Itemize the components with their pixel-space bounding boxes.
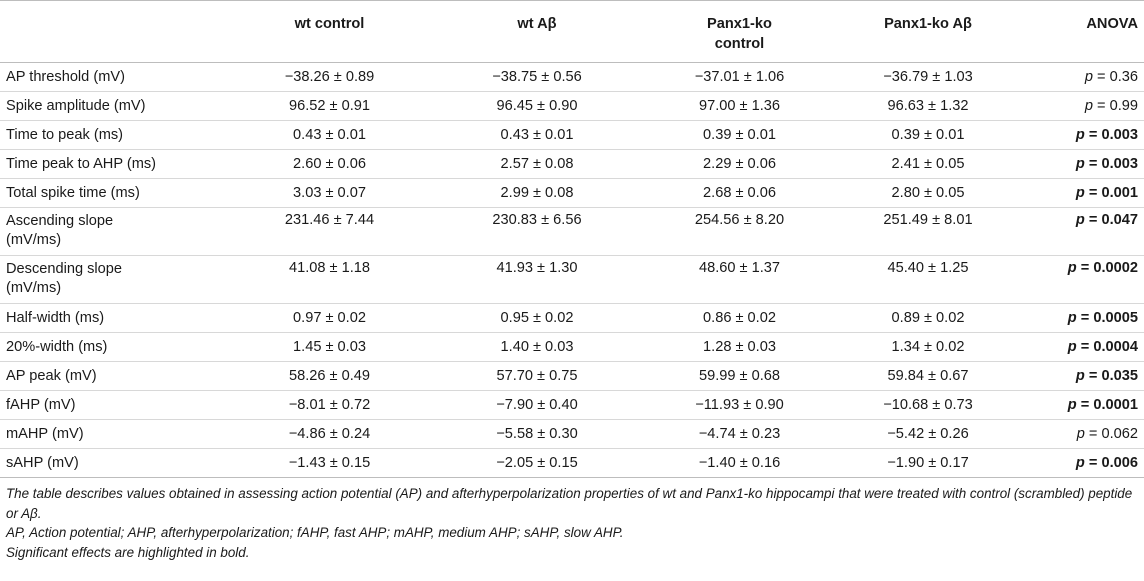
anova-p-cell [1014,304,1144,333]
p-symbol: p [1075,368,1089,384]
row-label: sAHP (mV) [0,449,222,478]
value-cell-2: 57.70 ± 0.75 [437,362,637,391]
value-cell-1: 0.43 ± 0.01 [222,121,437,150]
anova-p-cell [1014,150,1144,179]
anova-p-cell [1014,362,1144,391]
table-row [0,121,1144,150]
value-cell-4: −5.42 ± 0.26 [842,420,1014,449]
header-cell-wt-abeta: wt Aβ [437,1,637,63]
anova-p-cell [1014,420,1144,449]
value-cell-3: 2.29 ± 0.06 [637,150,842,179]
value-cell-4: 1.34 ± 0.02 [842,333,1014,362]
p-symbol: p [1067,310,1081,326]
anova-p-cell [1014,179,1144,208]
value-cell-2: 230.83 ± 6.56 [437,208,637,256]
anova-p-cell [1014,208,1144,256]
value-cell-4: −10.68 ± 0.73 [842,391,1014,420]
footnote-abbreviations: AP, Action potential; AHP, afterhyperpolarization; fAHP, fast AHP; mAHP, medium AHP; sAHP, slow AHP. [6,525,624,540]
value-cell-1: 3.03 ± 0.07 [222,179,437,208]
value-cell-1: −4.86 ± 0.24 [222,420,437,449]
anova-p-cell [1014,256,1144,304]
row-label: 20%-width (ms) [0,333,222,362]
table-row [0,208,1144,256]
row-label: Descending slope (mV/ms) [0,256,222,304]
value-cell-1: 96.52 ± 0.91 [222,92,437,121]
value-cell-3: −1.40 ± 0.16 [637,449,842,478]
value-cell-4: 45.40 ± 1.25 [842,256,1014,304]
table-row [0,63,1144,92]
anova-p-cell [1014,63,1144,92]
value-cell-3: −4.74 ± 0.23 [637,420,842,449]
table-footnotes [0,478,1144,562]
value-cell-4: −36.79 ± 1.03 [842,63,1014,92]
anova-p-cell [1014,121,1144,150]
p-symbol: p [1075,127,1089,143]
value-cell-1: 0.97 ± 0.02 [222,304,437,333]
table-header [0,1,1144,63]
p-symbol: p [1075,455,1089,471]
row-label: AP threshold (mV) [0,63,222,92]
p-value: = 0.0004 [1080,339,1138,355]
p-symbol: p [1084,98,1098,114]
header-cell-anova: ANOVA [1014,1,1144,63]
row-label: Time to peak (ms) [0,121,222,150]
value-cell-3: 59.99 ± 0.68 [637,362,842,391]
value-cell-4: 59.84 ± 0.67 [842,362,1014,391]
table-body [0,63,1144,478]
anova-p-cell [1014,92,1144,121]
value-cell-3: 0.39 ± 0.01 [637,121,842,150]
p-value: = 0.003 [1088,127,1138,143]
value-cell-3: −11.93 ± 0.90 [637,391,842,420]
table-row [0,362,1144,391]
p-value: = 0.047 [1088,212,1138,228]
table-row [0,92,1144,121]
value-cell-1: −1.43 ± 0.15 [222,449,437,478]
value-cell-4: −1.90 ± 0.17 [842,449,1014,478]
p-value: = 0.0002 [1080,260,1138,276]
value-cell-3: 254.56 ± 8.20 [637,208,842,256]
value-cell-2: 2.57 ± 0.08 [437,150,637,179]
p-value: = 0.99 [1097,98,1138,114]
value-cell-3: 48.60 ± 1.37 [637,256,842,304]
p-value: = 0.001 [1088,185,1138,201]
value-cell-3: −37.01 ± 1.06 [637,63,842,92]
value-cell-2: 0.95 ± 0.02 [437,304,637,333]
value-cell-2: −2.05 ± 0.15 [437,449,637,478]
value-cell-4: 0.89 ± 0.02 [842,304,1014,333]
value-cell-2: 0.43 ± 0.01 [437,121,637,150]
row-label: fAHP (mV) [0,391,222,420]
value-cell-2: −5.58 ± 0.30 [437,420,637,449]
p-symbol: p [1075,185,1089,201]
p-value: = 0.36 [1097,69,1138,85]
value-cell-2: 2.99 ± 0.08 [437,179,637,208]
value-cell-1: 2.60 ± 0.06 [222,150,437,179]
table-row [0,420,1144,449]
row-label: Half-width (ms) [0,304,222,333]
p-symbol: p [1075,212,1089,228]
anova-p-cell [1014,449,1144,478]
anova-p-cell [1014,333,1144,362]
value-cell-1: −8.01 ± 0.72 [222,391,437,420]
row-label: AP peak (mV) [0,362,222,391]
value-cell-4: 2.41 ± 0.05 [842,150,1014,179]
value-cell-4: 2.80 ± 0.05 [842,179,1014,208]
value-cell-1: 231.46 ± 7.44 [222,208,437,256]
anova-p-cell [1014,391,1144,420]
row-label: mAHP (mV) [0,420,222,449]
p-value: = 0.0005 [1080,310,1138,326]
value-cell-3: 0.86 ± 0.02 [637,304,842,333]
table-row [0,179,1144,208]
value-cell-1: −38.26 ± 0.89 [222,63,437,92]
table-row [0,449,1144,478]
table-row [0,256,1144,304]
table-row [0,333,1144,362]
value-cell-2: 41.93 ± 1.30 [437,256,637,304]
p-symbol: p [1075,156,1089,172]
value-cell-2: 96.45 ± 0.90 [437,92,637,121]
p-symbol: p [1067,397,1081,413]
value-cell-2: −7.90 ± 0.40 [437,391,637,420]
value-cell-2: 1.40 ± 0.03 [437,333,637,362]
value-cell-1: 1.45 ± 0.03 [222,333,437,362]
p-value: = 0.0001 [1080,397,1138,413]
header-cell-label [0,1,222,63]
p-symbol: p [1076,426,1089,442]
value-cell-4: 0.39 ± 0.01 [842,121,1014,150]
header-cell-panx1-ko-control: Panx1-ko control [637,1,842,63]
value-cell-4: 96.63 ± 1.32 [842,92,1014,121]
row-label: Time peak to AHP (ms) [0,150,222,179]
table-row [0,150,1144,179]
p-symbol: p [1084,69,1098,85]
value-cell-3: 2.68 ± 0.06 [637,179,842,208]
header-row [0,1,1144,63]
value-cell-1: 58.26 ± 0.49 [222,362,437,391]
p-value: = 0.003 [1088,156,1138,172]
value-cell-2: −38.75 ± 0.56 [437,63,637,92]
row-label: Ascending slope (mV/ms) [0,208,222,256]
p-value: = 0.006 [1088,455,1138,471]
header-cell-panx1-ko-abeta: Panx1-ko Aβ [842,1,1014,63]
p-symbol: p [1067,339,1081,355]
value-cell-3: 1.28 ± 0.03 [637,333,842,362]
footnote-significance: Significant effects are highlighted in bold. [6,544,250,560]
table-row [0,391,1144,420]
row-label: Spike amplitude (mV) [0,92,222,121]
value-cell-4: 251.49 ± 8.01 [842,208,1014,256]
footnote-description: The table describes values obtained in assessing action potential (AP) and afterhyperpolarization properties of wt and Panx1-ko hippocampi that were treated with control (scrambled) peptide or Aβ. [6,486,1133,521]
p-value: = 0.035 [1088,368,1138,384]
value-cell-3: 97.00 ± 1.36 [637,92,842,121]
row-label: Total spike time (ms) [0,179,222,208]
header-cell-wt-control: wt control [222,1,437,63]
value-cell-1: 41.08 ± 1.18 [222,256,437,304]
p-value: = 0.062 [1088,426,1138,442]
table-row [0,304,1144,333]
p-symbol: p [1067,260,1081,276]
